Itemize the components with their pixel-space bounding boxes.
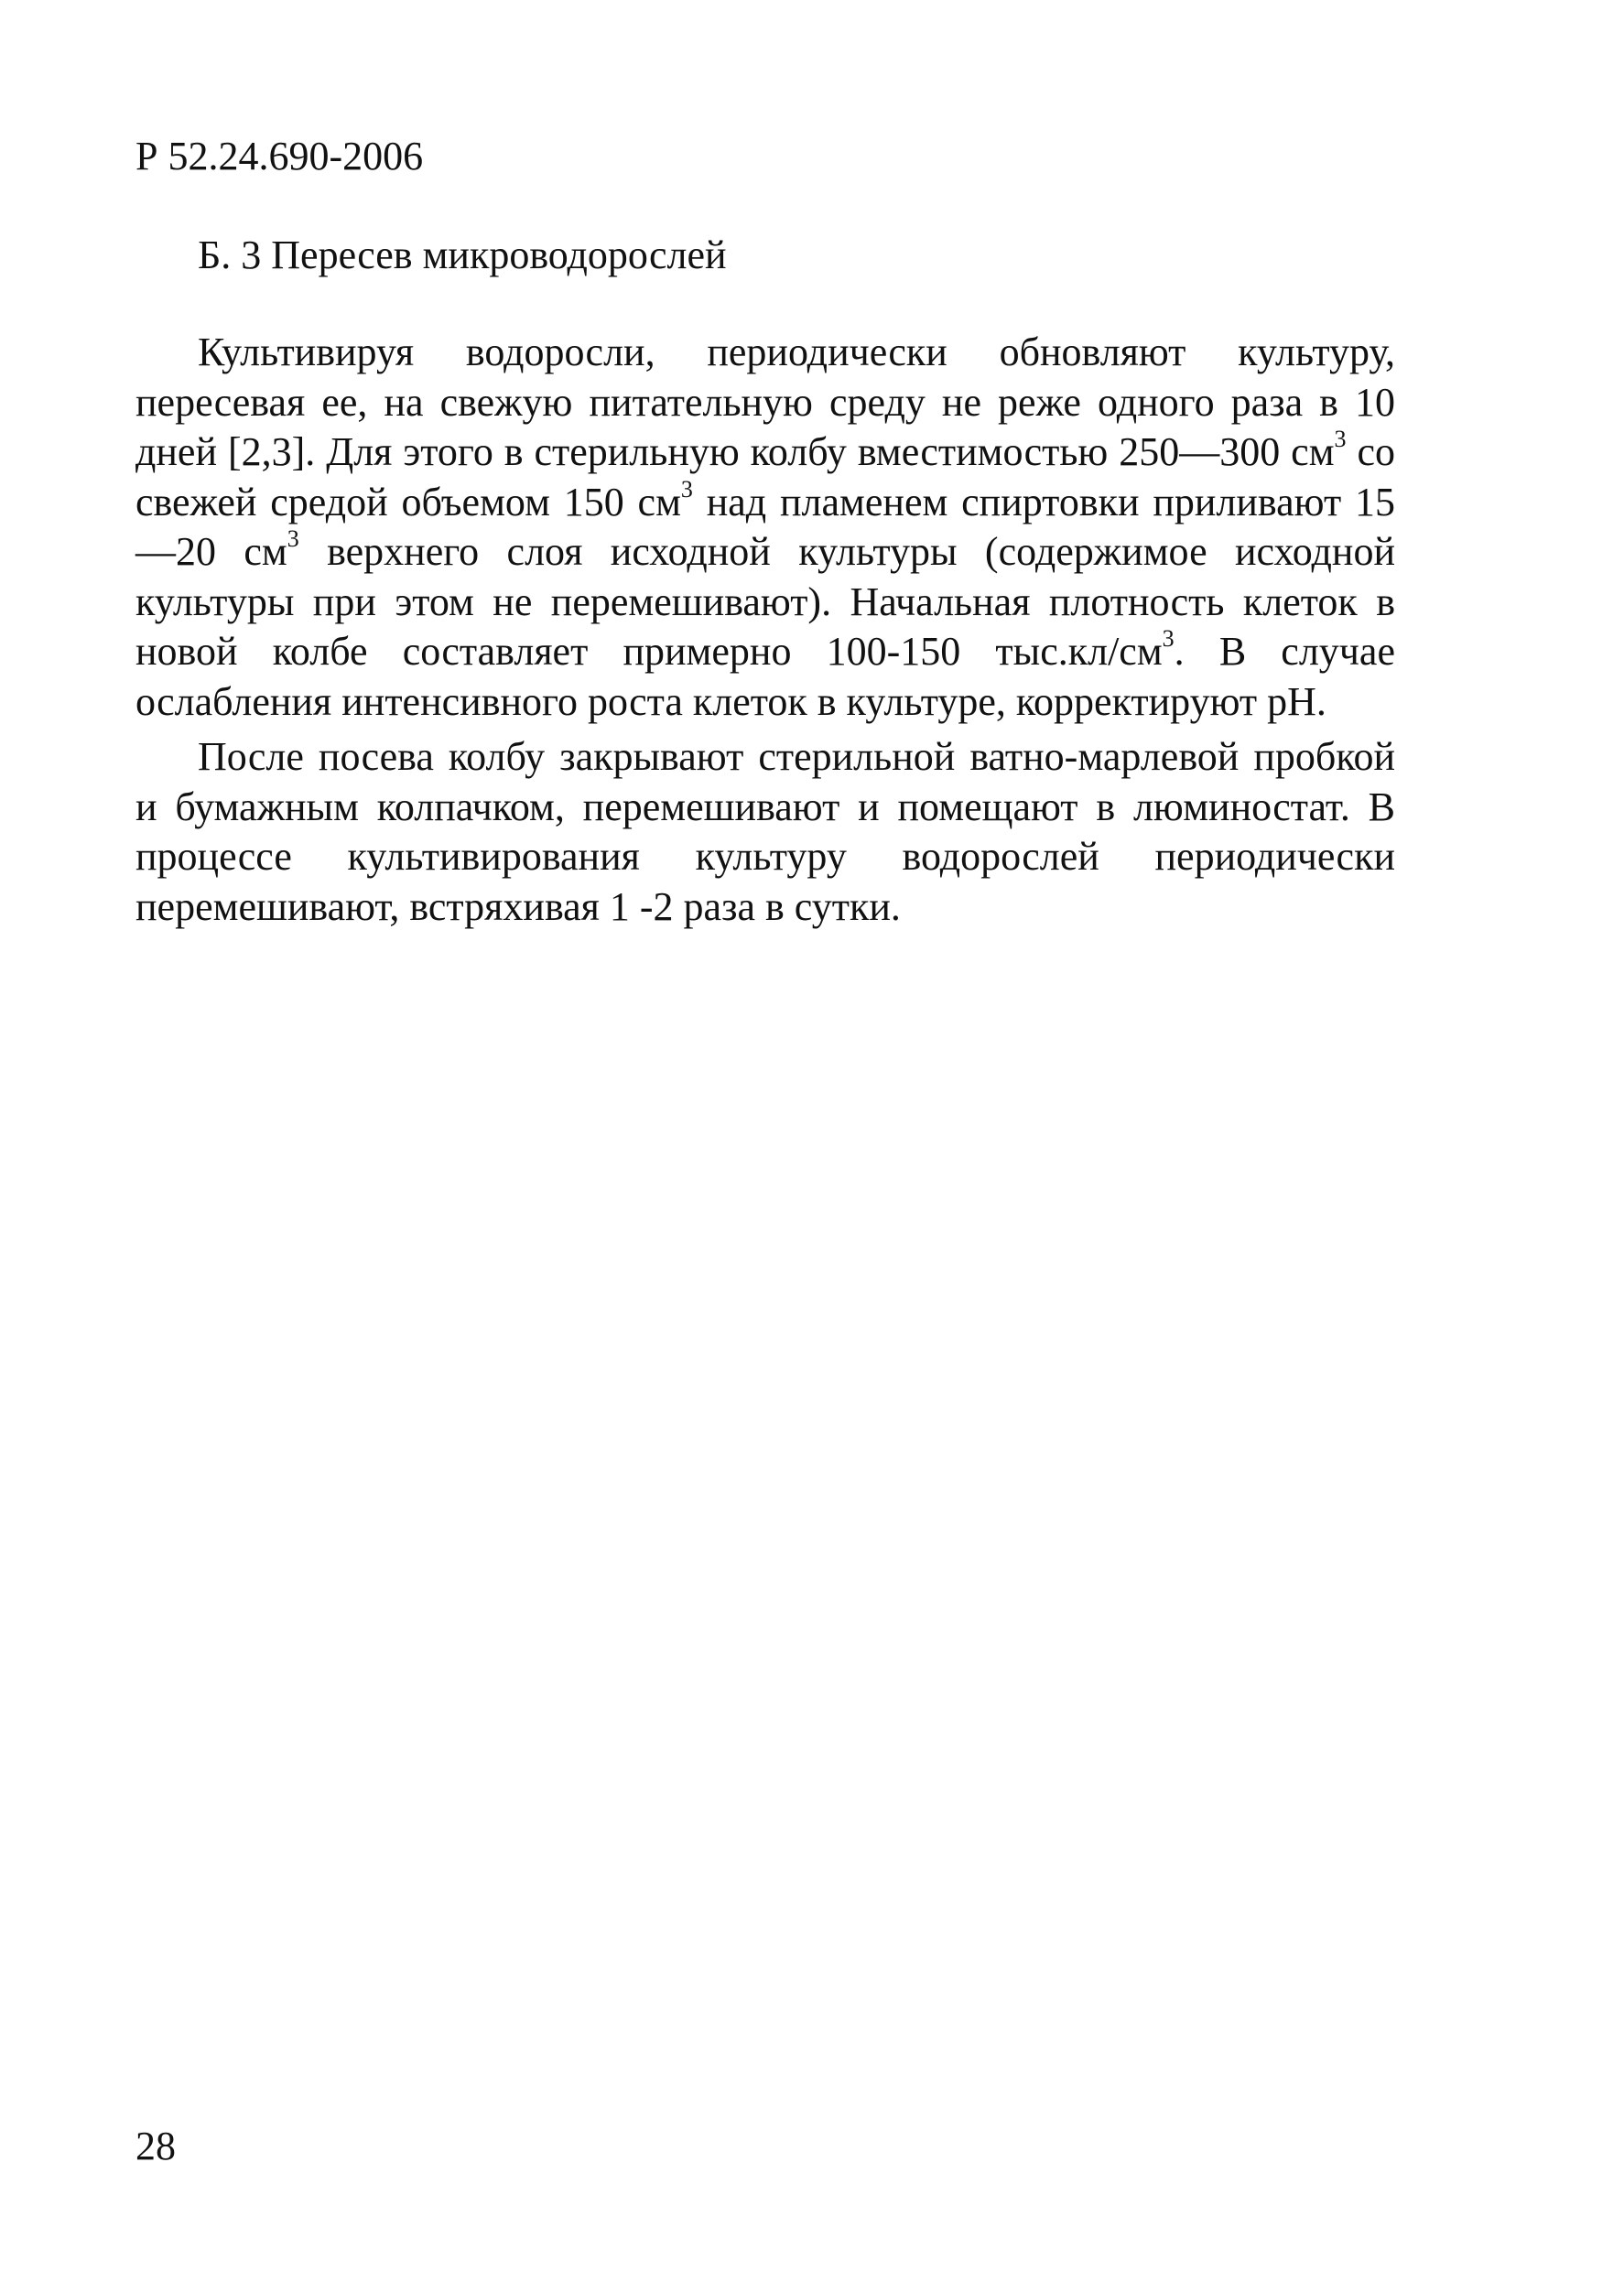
superscript-3: 3 <box>287 525 299 553</box>
paragraph-1-text-5: . В случае ослабления интенсивного роста клеток в культуре, корректируют pH. <box>135 629 1395 724</box>
paragraph-1-text-2: со свежей средой объемом 150 см <box>135 429 1395 524</box>
superscript-2: 3 <box>680 475 693 503</box>
superscript-4: 3 <box>1162 625 1175 653</box>
document-code: Р 52.24.690-2006 <box>135 134 424 178</box>
paragraph-1-text-1: Культивируя водоросли, периодически обновляют культуру, пересевая ее, на свежую питательную среду не реже одного раза в 10 дней [2,3]. Для этого в стерильную колбу вместимостью 250—300 см <box>135 330 1395 474</box>
paragraph-1 <box>135 328 1395 727</box>
paragraph-1-text-4: верхнего слоя исходной культуры (содержимое исходной культуры при этом не перемешивают). Начальная плотность клеток в новой колбе составляет примерно 100-150 тыс.кл/см <box>135 529 1396 674</box>
section-heading: Б. 3 Пересев микроводорослей <box>198 232 727 277</box>
page-number: 28 <box>135 2124 176 2168</box>
body-text <box>135 328 1395 932</box>
paragraph-1-text-3: над пламенем спиртовки приливают 15—20 см <box>135 479 1395 574</box>
superscript-1: 3 <box>1334 426 1347 453</box>
paragraph-2: После посева колбу закрывают стерильной ватно-марлевой пробкой и бумажным колпачком, перемешивают и помещают в люминостат. В процессе культивирования культуру водорослей периодически перемешивают, встряхивая 1 -2 раза в сутки. <box>135 734 1395 929</box>
